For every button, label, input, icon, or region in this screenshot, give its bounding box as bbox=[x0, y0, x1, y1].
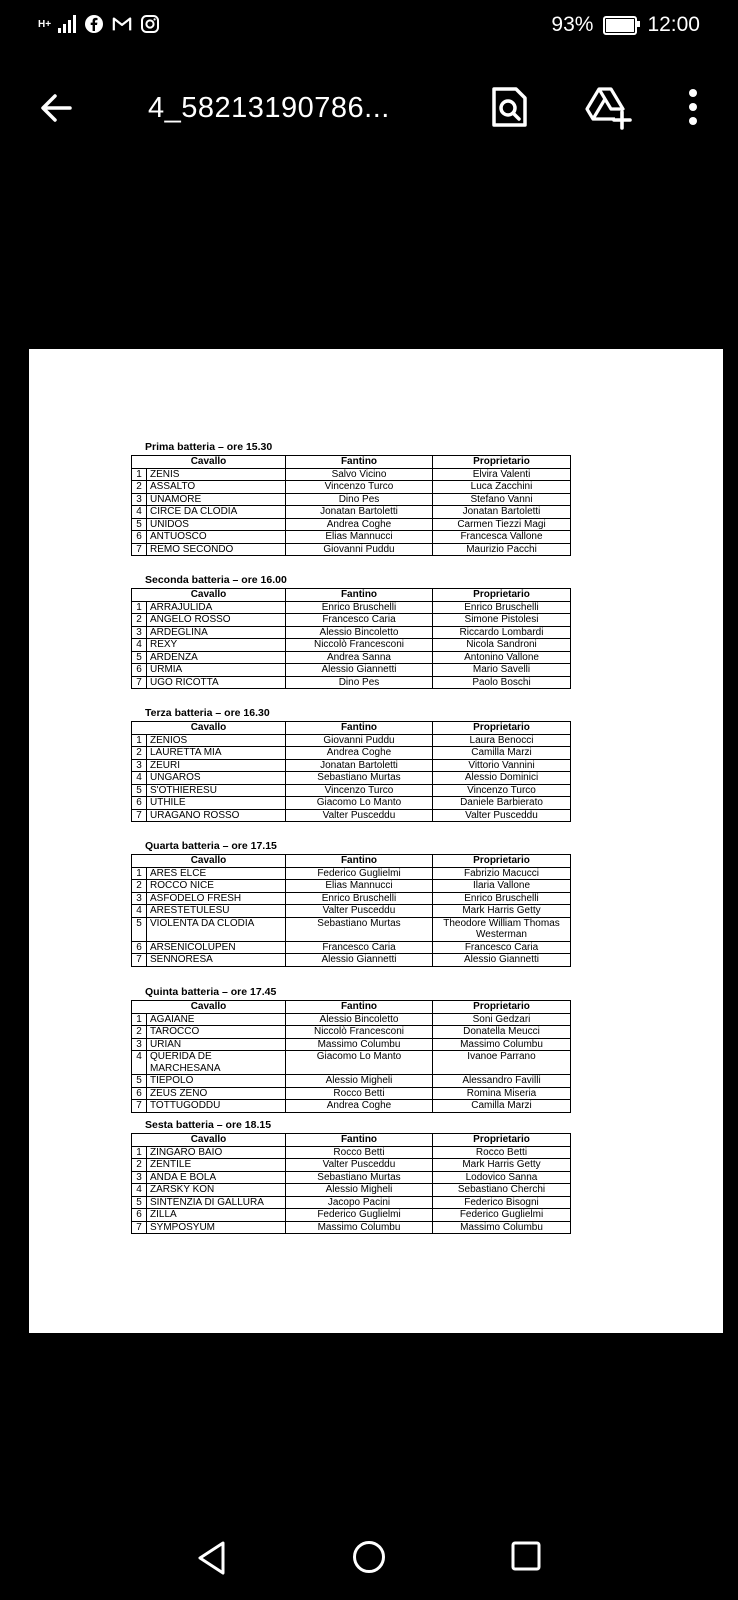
jockey-cell: Massimo Columbu bbox=[286, 1221, 433, 1234]
table-header-row bbox=[132, 855, 571, 868]
owner-cell: Donatella Meucci bbox=[433, 1026, 571, 1039]
horse-cell: TIEPOLO bbox=[147, 1075, 286, 1088]
row-number: 7 bbox=[132, 1100, 147, 1113]
horse-cell: URIAN bbox=[147, 1038, 286, 1051]
horse-cell: ZENTILE bbox=[147, 1159, 286, 1172]
horse-cell: ROCCO NICE bbox=[147, 880, 286, 893]
heat-title: Quinta batteria – ore 17.45 bbox=[145, 986, 277, 998]
row-number: 7 bbox=[132, 954, 147, 967]
status-bar bbox=[0, 0, 738, 52]
row-number: 4 bbox=[132, 639, 147, 652]
header-horse: Cavallo bbox=[132, 722, 286, 735]
jockey-cell: Alessio Giannetti bbox=[286, 954, 433, 967]
jockey-cell: Andrea Coghe bbox=[286, 518, 433, 531]
row-number: 1 bbox=[132, 1146, 147, 1159]
table-row bbox=[132, 880, 571, 893]
row-number: 3 bbox=[132, 493, 147, 506]
row-number: 7 bbox=[132, 676, 147, 689]
jockey-cell: Dino Pes bbox=[286, 493, 433, 506]
jockey-cell: Elias Mannucci bbox=[286, 880, 433, 893]
more-vert-icon[interactable] bbox=[683, 87, 703, 127]
table-row bbox=[132, 676, 571, 689]
table-row bbox=[132, 784, 571, 797]
row-number: 5 bbox=[132, 1196, 147, 1209]
table-row bbox=[132, 1196, 571, 1209]
row-number: 2 bbox=[132, 747, 147, 760]
signal-icon bbox=[58, 15, 76, 33]
row-number: 5 bbox=[132, 651, 147, 664]
table-row bbox=[132, 1171, 571, 1184]
table-row bbox=[132, 1051, 571, 1075]
row-number: 7 bbox=[132, 809, 147, 822]
row-number: 6 bbox=[132, 797, 147, 810]
owner-cell: Elvira Valenti bbox=[433, 468, 571, 481]
jockey-cell: Massimo Columbu bbox=[286, 1038, 433, 1051]
table-row bbox=[132, 941, 571, 954]
jockey-cell: Federico Guglielmi bbox=[286, 867, 433, 880]
row-number: 4 bbox=[132, 1184, 147, 1197]
row-number: 2 bbox=[132, 1159, 147, 1172]
row-number: 4 bbox=[132, 905, 147, 918]
jockey-cell: Alessio Migheli bbox=[286, 1184, 433, 1197]
jockey-cell: Salvo Vicino bbox=[286, 468, 433, 481]
owner-cell: Vittorio Vannini bbox=[433, 759, 571, 772]
jockey-cell: Jonatan Bartoletti bbox=[286, 506, 433, 519]
owner-cell: Ilaria Vallone bbox=[433, 880, 571, 893]
table-row bbox=[132, 734, 571, 747]
nav-home-icon[interactable] bbox=[352, 1540, 386, 1574]
horse-cell: ZENIS bbox=[147, 468, 286, 481]
owner-cell: Camilla Marzi bbox=[433, 747, 571, 760]
table-row bbox=[132, 772, 571, 785]
status-left bbox=[38, 14, 160, 34]
jockey-cell: Jonatan Bartoletti bbox=[286, 759, 433, 772]
horse-cell: ASSALTO bbox=[147, 481, 286, 494]
table-row bbox=[132, 759, 571, 772]
gmail-icon bbox=[112, 14, 132, 34]
jockey-cell: Andrea Sanna bbox=[286, 651, 433, 664]
owner-cell: Camilla Marzi bbox=[433, 1100, 571, 1113]
heat-section bbox=[131, 705, 571, 822]
jockey-cell: Valter Pusceddu bbox=[286, 809, 433, 822]
jockey-cell: Alessio Giannetti bbox=[286, 664, 433, 677]
table-row bbox=[132, 905, 571, 918]
owner-cell: Soni Gedzari bbox=[433, 1013, 571, 1026]
table-row bbox=[132, 468, 571, 481]
jockey-cell: Vincenzo Turco bbox=[286, 784, 433, 797]
header-jockey: Fantino bbox=[286, 589, 433, 602]
horse-cell: SYMPOSYUM bbox=[147, 1221, 286, 1234]
owner-cell: Francesca Vallone bbox=[433, 531, 571, 544]
owner-cell: Daniele Barbierato bbox=[433, 797, 571, 810]
table-row bbox=[132, 531, 571, 544]
nav-recents-icon[interactable] bbox=[511, 1541, 541, 1571]
owner-cell: Federico Bisogni bbox=[433, 1196, 571, 1209]
horse-cell: ZINGARO BAIO bbox=[147, 1146, 286, 1159]
jockey-cell: Giovanni Puddu bbox=[286, 543, 433, 556]
horse-cell: URMIA bbox=[147, 664, 286, 677]
horse-cell: VIOLENTA DA CLODIA bbox=[147, 917, 286, 941]
table-row bbox=[132, 1026, 571, 1039]
table-header-row bbox=[132, 1134, 571, 1147]
owner-cell: Lodovico Sanna bbox=[433, 1171, 571, 1184]
owner-cell: Sebastiano Cherchi bbox=[433, 1184, 571, 1197]
owner-cell: Laura Benocci bbox=[433, 734, 571, 747]
header-jockey: Fantino bbox=[286, 1001, 433, 1014]
owner-cell: Theodore William Thomas Westerman bbox=[433, 917, 571, 941]
table-row bbox=[132, 639, 571, 652]
horse-cell: ARESTETULESU bbox=[147, 905, 286, 918]
heat-title: Sesta batteria – ore 18.15 bbox=[145, 1119, 272, 1131]
owner-cell: Paolo Boschi bbox=[433, 676, 571, 689]
nav-back-icon[interactable] bbox=[196, 1540, 228, 1576]
network-type: H+ bbox=[38, 18, 52, 30]
jockey-cell: Valter Pusceddu bbox=[286, 905, 433, 918]
horse-cell: ARDEGLINA bbox=[147, 626, 286, 639]
owner-cell: Maurizio Pacchi bbox=[433, 543, 571, 556]
header-horse: Cavallo bbox=[132, 855, 286, 868]
row-number: 4 bbox=[132, 1051, 147, 1075]
row-number: 7 bbox=[132, 1221, 147, 1234]
table-row bbox=[132, 867, 571, 880]
horse-cell: TOTTUGODDU bbox=[147, 1100, 286, 1113]
owner-cell: Vincenzo Turco bbox=[433, 784, 571, 797]
row-number: 1 bbox=[132, 867, 147, 880]
jockey-cell: Niccolò Francesconi bbox=[286, 639, 433, 652]
table-header-row bbox=[132, 589, 571, 602]
jockey-cell: Federico Guglielmi bbox=[286, 1209, 433, 1222]
horse-cell: REMO SECONDO bbox=[147, 543, 286, 556]
jockey-cell: Valter Pusceddu bbox=[286, 1159, 433, 1172]
heat-table bbox=[131, 1133, 571, 1234]
header-owner: Proprietario bbox=[433, 456, 571, 469]
heat-title: Seconda batteria – ore 16.00 bbox=[145, 574, 287, 586]
row-number: 5 bbox=[132, 518, 147, 531]
horse-cell: LAURETTA MIA bbox=[147, 747, 286, 760]
table-row bbox=[132, 954, 571, 967]
header-owner: Proprietario bbox=[433, 589, 571, 602]
horse-cell: TAROCCO bbox=[147, 1026, 286, 1039]
owner-cell: Francesco Caria bbox=[433, 941, 571, 954]
heat-section bbox=[131, 984, 571, 1113]
header-owner: Proprietario bbox=[433, 1001, 571, 1014]
table-row bbox=[132, 747, 571, 760]
facebook-icon bbox=[84, 14, 104, 34]
table-row bbox=[132, 1087, 571, 1100]
row-number: 2 bbox=[132, 1026, 147, 1039]
table-header-row bbox=[132, 722, 571, 735]
table-row bbox=[132, 664, 571, 677]
header-jockey: Fantino bbox=[286, 722, 433, 735]
table-row bbox=[132, 506, 571, 519]
heat-table bbox=[131, 588, 571, 689]
horse-cell: ZILLA bbox=[147, 1209, 286, 1222]
header-jockey: Fantino bbox=[286, 1134, 433, 1147]
jockey-cell: Rocco Betti bbox=[286, 1087, 433, 1100]
jockey-cell: Andrea Coghe bbox=[286, 1100, 433, 1113]
table-row bbox=[132, 1013, 571, 1026]
heat-title: Quarta batteria – ore 17.15 bbox=[145, 840, 277, 852]
jockey-cell: Elias Mannucci bbox=[286, 531, 433, 544]
heat-table bbox=[131, 854, 571, 967]
table-row bbox=[132, 892, 571, 905]
owner-cell: Nicola Sandroni bbox=[433, 639, 571, 652]
row-number: 4 bbox=[132, 772, 147, 785]
row-number: 1 bbox=[132, 601, 147, 614]
table-row bbox=[132, 917, 571, 941]
owner-cell: Ivanoe Parrano bbox=[433, 1051, 571, 1075]
owner-cell: Alessio Dominici bbox=[433, 772, 571, 785]
row-number: 5 bbox=[132, 784, 147, 797]
owner-cell: Simone Pistolesi bbox=[433, 614, 571, 627]
horse-cell: UNGAROS bbox=[147, 772, 286, 785]
row-number: 6 bbox=[132, 941, 147, 954]
table-row bbox=[132, 601, 571, 614]
jockey-cell: Jacopo Pacini bbox=[286, 1196, 433, 1209]
owner-cell: Massimo Columbu bbox=[433, 1038, 571, 1051]
header-jockey: Fantino bbox=[286, 855, 433, 868]
owner-cell: Fabrizio Macucci bbox=[433, 867, 571, 880]
instagram-icon bbox=[140, 14, 160, 34]
horse-cell: ZEUS ZENO bbox=[147, 1087, 286, 1100]
header-owner: Proprietario bbox=[433, 855, 571, 868]
jockey-cell: Rocco Betti bbox=[286, 1146, 433, 1159]
row-number: 5 bbox=[132, 917, 147, 941]
drive-add-icon[interactable] bbox=[584, 84, 632, 130]
row-number: 3 bbox=[132, 626, 147, 639]
row-number: 1 bbox=[132, 734, 147, 747]
owner-cell: Romina Miseria bbox=[433, 1087, 571, 1100]
heat-title: Terza batteria – ore 16.30 bbox=[145, 707, 270, 719]
horse-cell: ZARSKY KON bbox=[147, 1184, 286, 1197]
header-horse: Cavallo bbox=[132, 589, 286, 602]
horse-cell: UGO RICOTTA bbox=[147, 676, 286, 689]
document-page[interactable] bbox=[29, 349, 723, 1333]
jockey-cell: Alessio Migheli bbox=[286, 1075, 433, 1088]
jockey-cell: Giacomo Lo Manto bbox=[286, 1051, 433, 1075]
owner-cell: Alessio Giannetti bbox=[433, 954, 571, 967]
table-row bbox=[132, 1075, 571, 1088]
jockey-cell: Francesco Caria bbox=[286, 614, 433, 627]
table-header-row bbox=[132, 456, 571, 469]
horse-cell: ZENIOS bbox=[147, 734, 286, 747]
owner-cell: Carmen Tiezzi Magi bbox=[433, 518, 571, 531]
row-number: 3 bbox=[132, 1171, 147, 1184]
jockey-cell: Sebastiano Murtas bbox=[286, 917, 433, 941]
horse-cell: ANGELO ROSSO bbox=[147, 614, 286, 627]
table-row bbox=[132, 1209, 571, 1222]
horse-cell: ARSENICOLUPEN bbox=[147, 941, 286, 954]
owner-cell: Massimo Columbu bbox=[433, 1221, 571, 1234]
table-row bbox=[132, 614, 571, 627]
row-number: 1 bbox=[132, 468, 147, 481]
document-title: 4_58213190786... bbox=[148, 92, 390, 124]
back-arrow-icon[interactable] bbox=[36, 88, 76, 128]
horse-cell: URAGANO ROSSO bbox=[147, 809, 286, 822]
owner-cell: Jonatan Bartoletti bbox=[433, 506, 571, 519]
table-row bbox=[132, 518, 571, 531]
owner-cell: Luca Zacchini bbox=[433, 481, 571, 494]
row-number: 5 bbox=[132, 1075, 147, 1088]
horse-cell: REXY bbox=[147, 639, 286, 652]
jockey-cell: Enrico Bruschelli bbox=[286, 601, 433, 614]
horse-cell: ARDENZA bbox=[147, 651, 286, 664]
row-number: 6 bbox=[132, 1087, 147, 1100]
row-number: 2 bbox=[132, 481, 147, 494]
header-horse: Cavallo bbox=[132, 1134, 286, 1147]
row-number: 3 bbox=[132, 759, 147, 772]
navigation-bar bbox=[0, 1540, 738, 1600]
jockey-cell: Dino Pes bbox=[286, 676, 433, 689]
jockey-cell: Enrico Bruschelli bbox=[286, 892, 433, 905]
jockey-cell: Alessio Bincoletto bbox=[286, 1013, 433, 1026]
header-horse: Cavallo bbox=[132, 1001, 286, 1014]
battery-icon bbox=[603, 16, 637, 35]
heat-title: Prima batteria – ore 15.30 bbox=[145, 441, 273, 453]
owner-cell: Antonino Vallone bbox=[433, 651, 571, 664]
jockey-cell: Francesco Caria bbox=[286, 941, 433, 954]
jockey-cell: Giacomo Lo Manto bbox=[286, 797, 433, 810]
document-search-icon[interactable] bbox=[488, 85, 530, 129]
horse-cell: S'OTHIERESU bbox=[147, 784, 286, 797]
owner-cell: Mark Harris Getty bbox=[433, 905, 571, 918]
horse-cell: UNIDOS bbox=[147, 518, 286, 531]
jockey-cell: Alessio Bincoletto bbox=[286, 626, 433, 639]
owner-cell: Valter Pusceddu bbox=[433, 809, 571, 822]
horse-cell: ANTUOSCO bbox=[147, 531, 286, 544]
row-number: 2 bbox=[132, 614, 147, 627]
row-number: 3 bbox=[132, 1038, 147, 1051]
row-number: 2 bbox=[132, 880, 147, 893]
owner-cell: Rocco Betti bbox=[433, 1146, 571, 1159]
jockey-cell: Sebastiano Murtas bbox=[286, 772, 433, 785]
table-row bbox=[132, 1221, 571, 1234]
battery-percent: 93% bbox=[551, 13, 594, 36]
jockey-cell: Vincenzo Turco bbox=[286, 481, 433, 494]
heat-table bbox=[131, 1000, 571, 1113]
table-row bbox=[132, 1184, 571, 1197]
header-horse: Cavallo bbox=[132, 456, 286, 469]
header-owner: Proprietario bbox=[433, 722, 571, 735]
horse-cell: QUERIDA DE MARCHESANA bbox=[147, 1051, 286, 1075]
row-number: 4 bbox=[132, 506, 147, 519]
heat-section bbox=[131, 1117, 571, 1234]
jockey-cell: Niccolò Francesconi bbox=[286, 1026, 433, 1039]
owner-cell: Enrico Bruschelli bbox=[433, 892, 571, 905]
row-number: 7 bbox=[132, 543, 147, 556]
horse-cell: ARRAJULIDA bbox=[147, 601, 286, 614]
horse-cell: ASFODELO FRESH bbox=[147, 892, 286, 905]
table-row bbox=[132, 543, 571, 556]
status-right bbox=[551, 13, 700, 37]
jockey-cell: Sebastiano Murtas bbox=[286, 1171, 433, 1184]
horse-cell: UTHILE bbox=[147, 797, 286, 810]
table-row bbox=[132, 809, 571, 822]
heat-section bbox=[131, 838, 571, 967]
heat-section bbox=[131, 439, 571, 556]
horse-cell: SINTENZIA DI GALLURA bbox=[147, 1196, 286, 1209]
table-row bbox=[132, 651, 571, 664]
owner-cell: Mario Savelli bbox=[433, 664, 571, 677]
owner-cell: Stefano Vanni bbox=[433, 493, 571, 506]
row-number: 6 bbox=[132, 1209, 147, 1222]
jockey-cell: Andrea Coghe bbox=[286, 747, 433, 760]
row-number: 6 bbox=[132, 664, 147, 677]
horse-cell: SENNORESA bbox=[147, 954, 286, 967]
heat-section bbox=[131, 572, 571, 689]
owner-cell: Riccardo Lombardi bbox=[433, 626, 571, 639]
row-number: 1 bbox=[132, 1013, 147, 1026]
clock: 12:00 bbox=[647, 13, 700, 36]
row-number: 3 bbox=[132, 892, 147, 905]
header-owner: Proprietario bbox=[433, 1134, 571, 1147]
owner-cell: Mark Harris Getty bbox=[433, 1159, 571, 1172]
horse-cell: ARES ELCE bbox=[147, 867, 286, 880]
horse-cell: ZEURI bbox=[147, 759, 286, 772]
table-row bbox=[132, 626, 571, 639]
table-row bbox=[132, 1146, 571, 1159]
owner-cell: Enrico Bruschelli bbox=[433, 601, 571, 614]
jockey-cell: Giovanni Puddu bbox=[286, 734, 433, 747]
table-row bbox=[132, 797, 571, 810]
horse-cell: ANDA E BOLA bbox=[147, 1171, 286, 1184]
owner-cell: Federico Guglielmi bbox=[433, 1209, 571, 1222]
app-bar bbox=[0, 70, 738, 144]
horse-cell: UNAMORE bbox=[147, 493, 286, 506]
header-jockey: Fantino bbox=[286, 456, 433, 469]
table-row bbox=[132, 1159, 571, 1172]
horse-cell: AGAIANE bbox=[147, 1013, 286, 1026]
heat-table bbox=[131, 455, 571, 556]
table-header-row bbox=[132, 1001, 571, 1014]
owner-cell: Alessandro Favilli bbox=[433, 1075, 571, 1088]
table-row bbox=[132, 1038, 571, 1051]
table-row bbox=[132, 493, 571, 506]
table-row bbox=[132, 1100, 571, 1113]
horse-cell: CIRCE DA CLODIA bbox=[147, 506, 286, 519]
row-number: 6 bbox=[132, 531, 147, 544]
table-row bbox=[132, 481, 571, 494]
heat-table bbox=[131, 721, 571, 822]
